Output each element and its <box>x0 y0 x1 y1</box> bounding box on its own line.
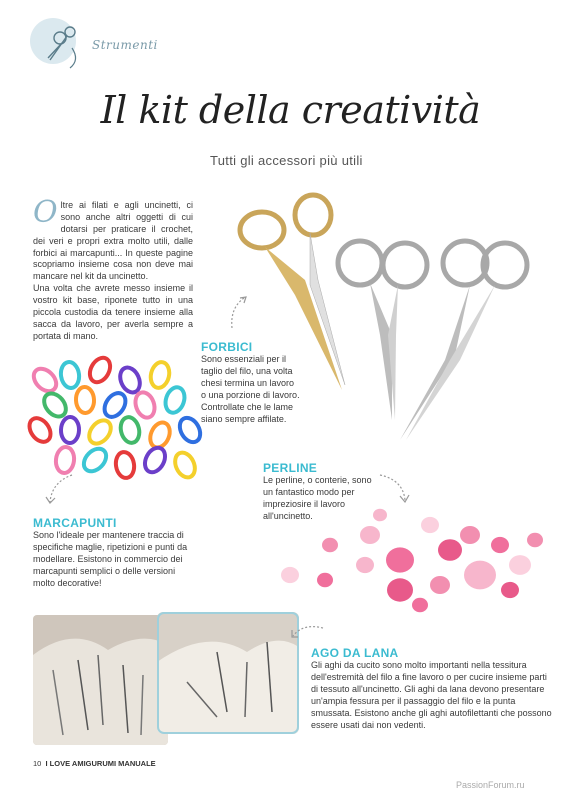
needles-photo-2 <box>157 612 299 734</box>
page-title: Il kit della creatività <box>100 88 481 132</box>
stitch-marker <box>132 390 157 420</box>
stitch-marker <box>85 416 115 448</box>
intro-paragraph-2: Una volta che avrete messo insieme il vostro kit base, riponete tutto in una piccola custodia da tenere insieme alla sacca da lavoro, per averla sempre a portata di mano. <box>33 283 193 341</box>
bead <box>387 578 413 601</box>
silver-scissors-2 <box>400 241 527 440</box>
section-tag: Strumenti <box>92 38 158 52</box>
bead <box>360 526 380 544</box>
bead <box>281 567 299 583</box>
stitch-marker <box>176 414 205 446</box>
stitch-marker <box>59 361 80 389</box>
ago-caption <box>311 646 556 732</box>
stitch-marker <box>40 389 71 420</box>
bead <box>460 526 480 544</box>
scissors-hook-logo-icon <box>30 18 90 73</box>
bead <box>501 582 519 598</box>
stitch-marker <box>116 364 143 395</box>
ago-text: Gli aghi da cucito sono molto importanti nella tessitura dell'estremità del filo a fine lavoro o per cucire insieme parti di tessuto all'uncinetto. Gli aghi da lana devono presentare un'ampia fessura per il passaggio del filo e la punta smussata. Esistono anche gli aghi autofilettanti che possono essere usati dai non vedenti. <box>311 660 552 730</box>
stitch-marker <box>114 451 136 479</box>
bead <box>356 557 374 573</box>
bead <box>491 537 509 553</box>
bead <box>322 538 338 552</box>
bead <box>373 509 387 522</box>
arrow-icon <box>42 470 82 510</box>
bead <box>509 555 531 575</box>
stitch-marker <box>61 417 80 444</box>
stitch-marker <box>29 364 60 395</box>
bead <box>317 573 333 587</box>
stitch-marker <box>86 354 114 385</box>
dropcap: O <box>33 195 58 230</box>
perline-heading: PERLINE <box>263 461 318 475</box>
forbici-text: Sono essenziali per il taglio del filo, una volta chesi termina un lavoro o una porzione di lavoro. Controllate che le lame siano sempre affilate. <box>201 354 300 424</box>
forbici-heading: FORBICI <box>201 340 253 354</box>
silver-scissors-1 <box>338 241 427 420</box>
arrow-icon <box>288 618 328 648</box>
page-subtitle: Tutti gli accessori più utili <box>210 153 363 168</box>
page-footer <box>33 759 156 768</box>
bead <box>412 598 428 612</box>
marcapunti-caption <box>33 516 193 590</box>
bead <box>386 547 414 572</box>
needles-photo-1 <box>33 615 168 745</box>
stitch-marker <box>148 360 171 389</box>
perline-text: Le perline, o conterie, sono un fantastico modo per impreziosire il lavoro all'uncinetto. <box>263 475 372 521</box>
bead <box>464 561 496 590</box>
page-number: 10 <box>33 759 42 768</box>
stitch-marker <box>147 420 174 451</box>
marcapunti-heading: MARCAPUNTI <box>33 516 117 530</box>
watermark: PassionForum.ru <box>456 780 525 790</box>
stitch-marker <box>118 415 142 445</box>
magazine-name: I LOVE AMIGURUMI MANUALE <box>45 759 156 768</box>
intro-text <box>33 195 193 343</box>
stitch-marker <box>162 385 187 415</box>
stitch-marker <box>75 387 94 414</box>
marcapunti-text: Sono l'ideale per mantenere traccia di specifiche maglie, ripetizioni e punti da modellare. Esistono in commercio dei marcapunti semplici o delle versioni molto decorative! <box>33 530 188 588</box>
arrow-icon <box>375 470 415 510</box>
bead <box>438 539 462 561</box>
bead <box>421 517 439 533</box>
stitch-marker <box>79 444 110 475</box>
stitch-marker <box>171 449 198 480</box>
bead <box>430 576 450 594</box>
ago-heading: AGO DA LANA <box>311 646 399 660</box>
arrow-icon <box>222 293 252 333</box>
bead <box>527 533 543 547</box>
beads-image <box>270 505 550 620</box>
stitch-marker <box>25 414 55 446</box>
intro-paragraph-1: ltre ai filati e agli uncinetti, ci sono anche altri oggetti di cui dotarsi per praticare il crochet, dei veri e propri extra molto utili, dalle forbici ai marcapunti... In queste pagine scopriamo insieme cosa non deve mai mancare nel kit da uncinetto. <box>33 200 193 282</box>
stitch-marker <box>141 444 169 475</box>
